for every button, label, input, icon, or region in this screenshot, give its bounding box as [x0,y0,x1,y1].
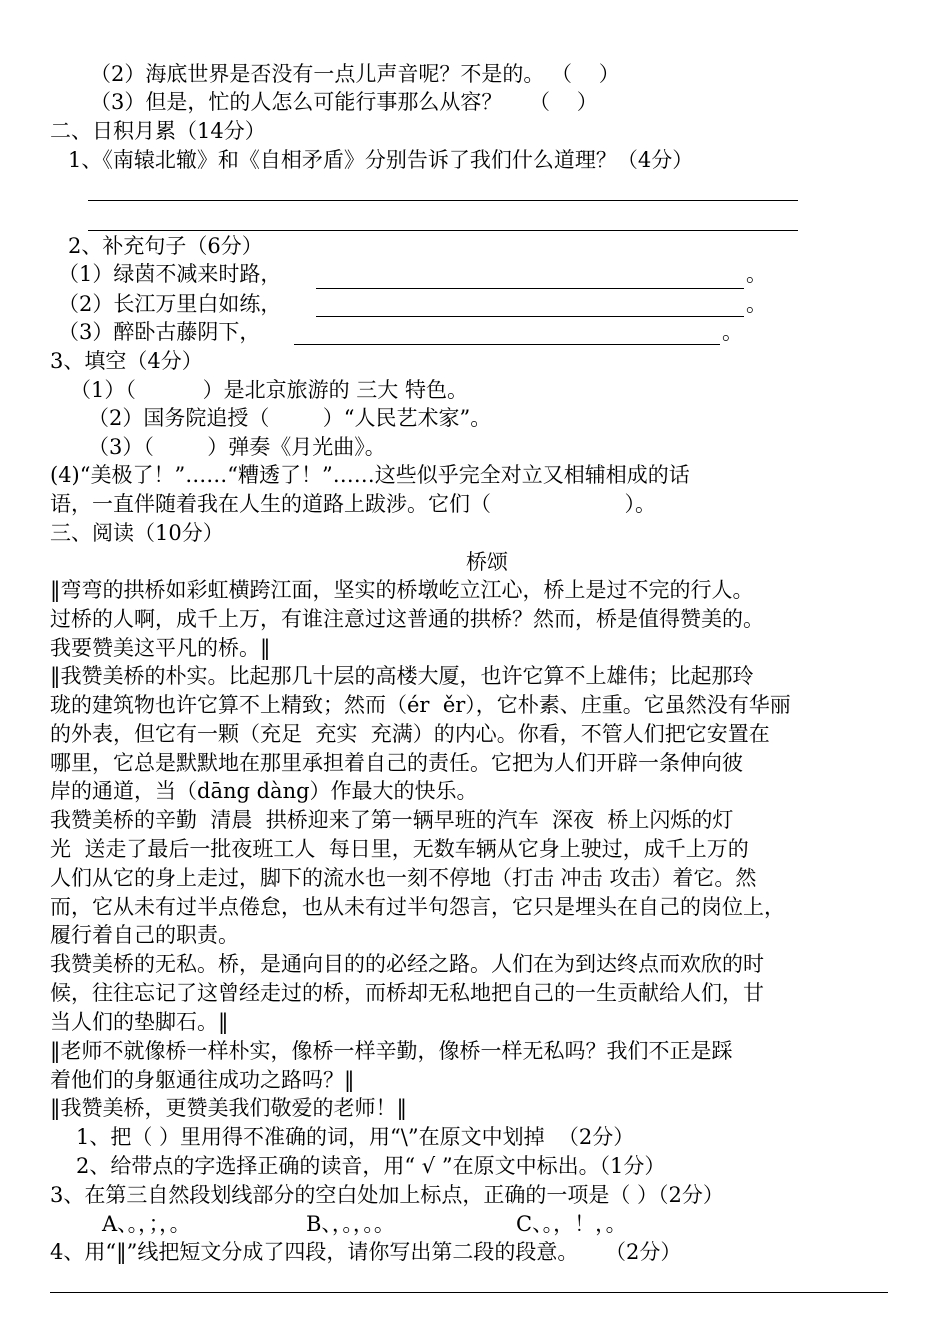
passage-line: 过桥的人啊，成千上万，有谁注意过这普通的拱桥？然而，桥是值得赞美的。 [50,607,764,631]
passage-line: 履行着自己的职责。 [50,923,239,947]
passage-line: 我赞美桥的辛勤 清晨 拱桥迎来了第一辆早班的汽车 深夜 桥上闪烁的灯 [50,808,734,832]
passage-line: 的外表，但它有一颗（充足 充实 充满）的内心。你看，不管人们把它安置在 [50,722,770,746]
answer-line-2[interactable] [88,230,798,231]
fill-item-1: （1）（ ）是北京旅游的 三大 特色。 [70,378,468,402]
fill-item-3: （3）（ ）弹奏《月光曲》。 [88,435,386,459]
sentence-blank-2[interactable] [316,316,744,317]
fill-item-4-line-2: 语，一直伴随着我在人生的道路上跋涉。它们（ ）。 [50,492,657,516]
passage-line: 我赞美桥的无私。桥，是通向目的的必经之路。人们在为到达终点而欢欣的时 [50,952,764,976]
passage-line: ‖弯弯的拱桥如彩虹横跨江面，坚实的桥墩屹立江心，桥上是过不完的行人。 [50,578,754,602]
passage-line: 而，它从未有过半点倦怠，也从未有过半句怨言，它只是埋头在自己的岗位上， [50,895,785,919]
part2-question-2-heading: 2、补充句子（6分） [68,234,263,258]
sentence-item-2: （2）长江万里白如练， [58,292,282,316]
passage-line: 着他们的身躯通往成功之路吗？‖ [50,1068,355,1092]
part2-question-3-heading: 3、填空（4分） [50,349,203,373]
passage-title: 桥颂 [466,550,508,574]
passage-line: 哪里，它总是默默地在那里承担着自己的责任。它把为人们开辟一条伸向彼 [50,751,743,775]
fill-item-2: （2）国务院追授（ ）“人民艺术家”。 [88,406,492,430]
sentence-item-3: （3）醉卧古藤阴下， [58,320,261,344]
answer-line-1[interactable] [88,200,798,201]
sentence-blank-3[interactable] [294,344,720,345]
answer-line-4[interactable] [50,1292,888,1293]
section-2-heading: 二、日积月累（14分） [50,119,266,143]
passage-line: 光 送走了最后一批夜班工人 每日里，无数车辆从它身上驶过，成千上万的 [50,837,749,861]
reading-question-2: 2、给带点的字选择正确的读音，用“ √ ”在原文中标出。（1分） [76,1154,666,1178]
passage-line: 我要赞美这平凡的桥。‖ [50,636,271,660]
passage-line: ‖我赞美桥，更赞美我们敬爱的老师！‖ [50,1096,407,1120]
option-b[interactable]: B、，。，。。 [306,1212,395,1236]
reading-question-4: 4、用“‖”线把短文分成了四段，请你写出第二段的段意。 （2分） [50,1240,682,1264]
sentence-period-1: 。 [746,262,767,286]
passage-line: 岸的通道，当（dāng dàng）作最大的快乐。 [50,779,478,803]
section-3-heading: 三、阅读（10分） [50,521,224,545]
option-a[interactable]: A、。，；，。 [102,1212,191,1236]
option-c[interactable]: C、。，！，。 [516,1212,627,1236]
part2-question-1: 1、《南辕北辙》和《自相矛盾》分别告诉了我们什么道理？（4分） [68,148,694,172]
passage-line: 珑的建筑物也许它算不上精致；然而（ér ěr），它朴素、庄重。它虽然没有华丽 [50,693,791,717]
sentence-item-1: （1）绿茵不减来时路， [58,262,282,286]
passage-line: 人们从它的身上走过，脚下的流水也一刻不停地（打击 冲击 攻击）着它。然 [50,866,757,890]
passage-line: ‖我赞美桥的朴实。比起那几十层的高楼大厦，也许它算不上雄伟；比起那玲 [50,664,754,688]
reading-question-1: 1、把（ ）里用得不准确的词，用“\”在原文中划掉 （2分） [76,1125,635,1149]
fill-item-4-line-1: (4)“美极了！”……“糟透了！”……这些似乎完全对立又相辅相成的话 [50,463,690,487]
sentence-blank-1[interactable] [316,288,744,289]
sentence-period-3: 。 [722,320,743,344]
passage-line: 候，往往忘记了这曾经走过的桥，而桥却无私地把自己的一生贡献给人们，甘 [50,981,764,1005]
part1-question-2: （2）海底世界是否没有一点儿声音呢？不是的。 （ ） [90,62,620,86]
passage-line: 当人们的垫脚石。‖ [50,1010,229,1034]
reading-question-3: 3、在第三自然段划线部分的空白处加上标点，正确的一项是（ ）（2分） [50,1183,724,1207]
sentence-period-2: 。 [746,292,767,316]
passage-line: ‖老师不就像桥一样朴实，像桥一样辛勤，像桥一样无私吗？我们不正是踩 [50,1039,733,1063]
part1-question-3: （3）但是，忙的人怎么可能行事那么从容？ （ ） [90,90,598,114]
